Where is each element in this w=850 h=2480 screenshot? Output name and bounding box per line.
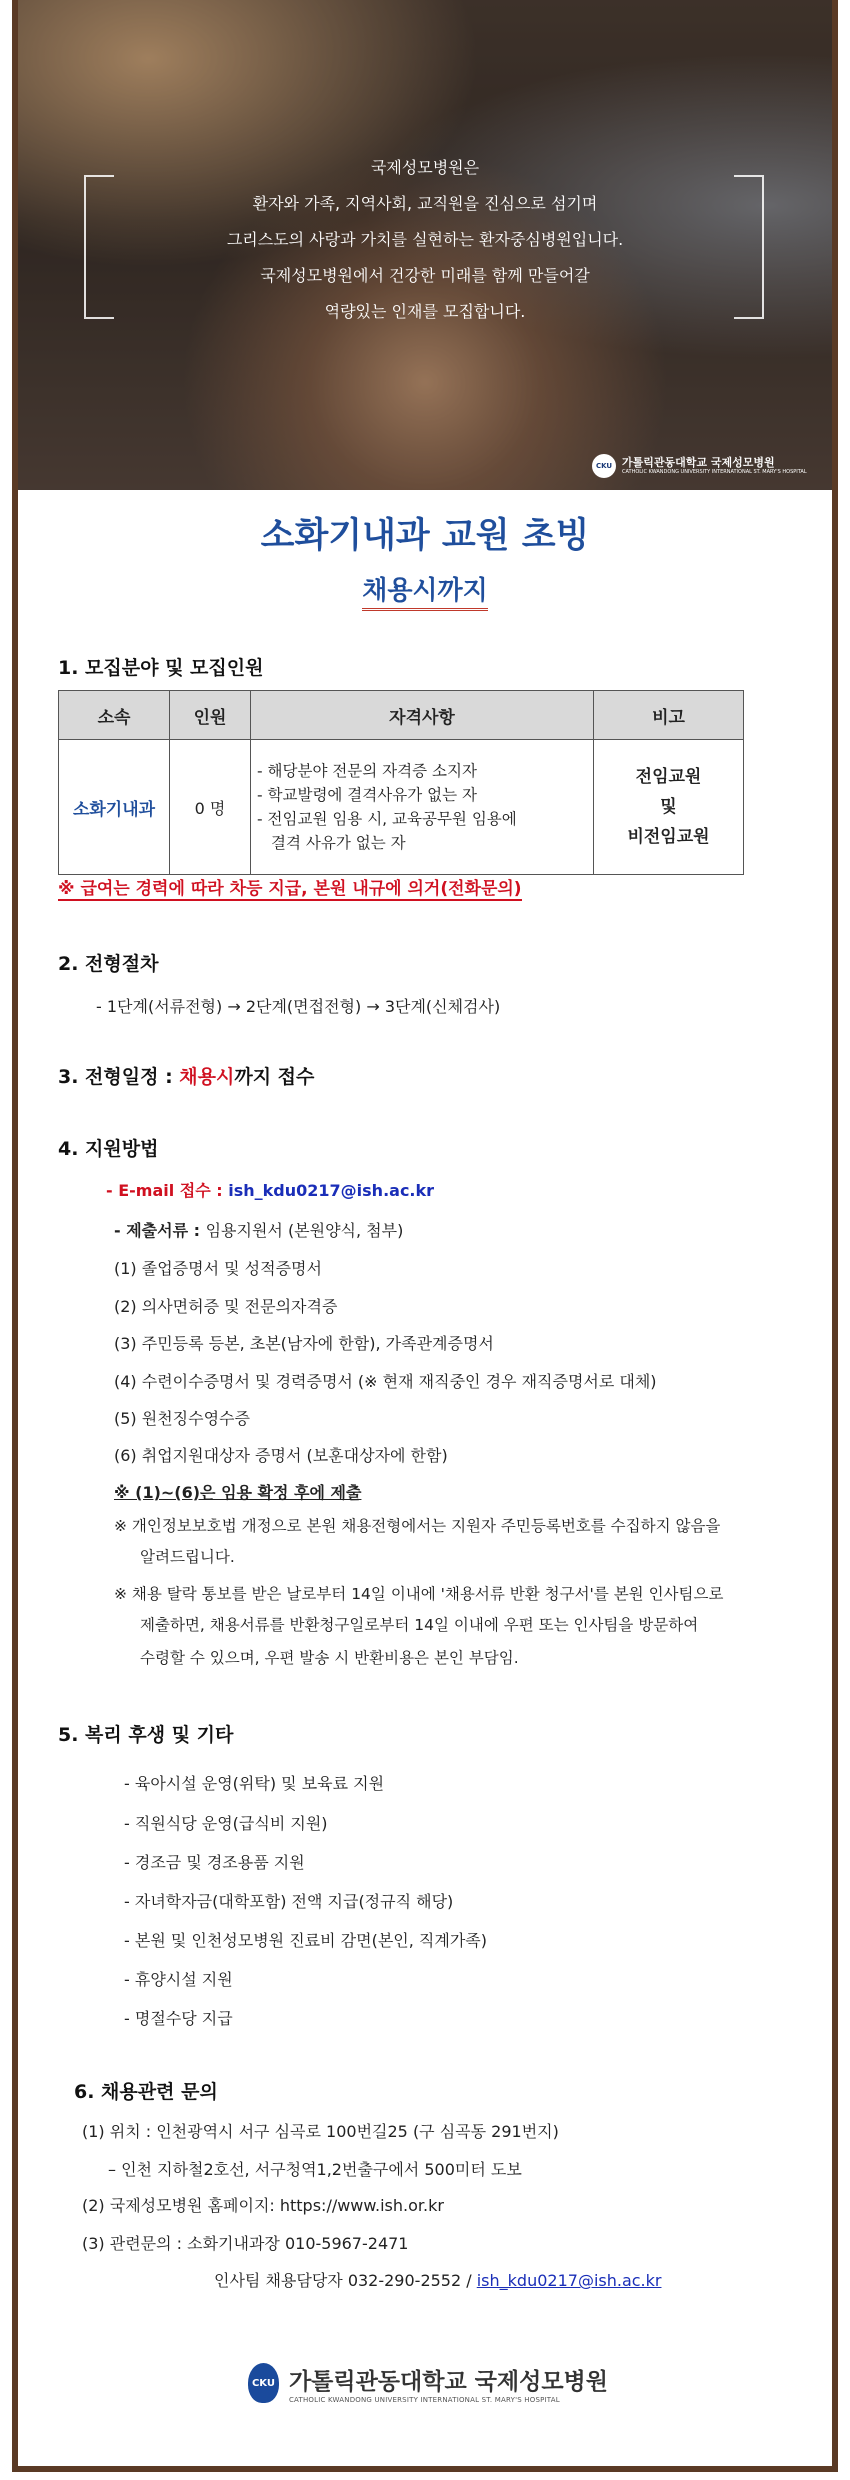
benefit-item: - 직원식당 운영(급식비 지원) <box>124 1814 328 1833</box>
email-label: - E-mail 접수 : <box>106 1181 229 1200</box>
hr-phone: 인사팀 채용담당자 032-290-2552 / <box>214 2271 477 2290</box>
documents-line <box>114 1218 403 1241</box>
hero-hospital-logo <box>592 450 822 482</box>
cku-shield-icon: CKU <box>248 2363 279 2403</box>
remark-cell <box>594 740 744 875</box>
process-steps: - 1단계(서류전형) → 2단계(면접전형) → 3단계(신체검사) <box>96 997 501 1016</box>
remark-line: 및 <box>660 797 677 817</box>
hero-line: 국제성모병원은 <box>370 158 480 177</box>
benefit-item: - 경조금 및 경조용품 지원 <box>124 1853 305 1872</box>
deadline-text: 채용시까지 <box>362 576 488 611</box>
return-note: ※ 채용 탈락 통보를 받은 날로부터 14일 이내에 '채용서류 반환 청구서'를 본원 인사팀으로 <box>114 1585 724 1603</box>
document-item: (3) 주민등록 등본, 초본(남자에 한함), 가족관계증명서 <box>114 1334 494 1353</box>
footer-hospital-logo <box>248 2355 608 2411</box>
hr-contact-line <box>214 2268 661 2291</box>
return-note-cont: 수령할 수 있으며, 우편 발송 시 반환비용은 본인 부담임. <box>140 1649 519 1667</box>
salary-note-text: ※ 급여는 경력에 따라 차등 지급, 본원 내규에 의거(전화문의) <box>58 879 522 899</box>
contact-line: (3) 관련문의 : 소화기내과장 010-5967-2471 <box>82 2234 409 2253</box>
hr-email-link[interactable]: ish_kdu0217@ish.ac.kr <box>476 2271 662 2290</box>
table-row <box>59 740 744 875</box>
section4-heading: 4. 지원방법 <box>58 1138 159 1160</box>
section5-heading: 5. 복리 후생 및 기타 <box>58 1724 234 1746</box>
benefit-item: - 휴양시설 지원 <box>124 1970 233 1989</box>
privacy-note: ※ 개인정보보호법 개정으로 본원 채용전형에서는 지원자 주민등록번호를 수집하지 않음을 <box>114 1517 721 1535</box>
remark-line: 전임교원 <box>635 767 702 787</box>
hero-logo-english: CATHOLIC KWANDONG UNIVERSITY INTERNATIONAL ST. MARY'S HOSPITAL <box>622 469 807 475</box>
qual-line: - 해당분야 전문의 자격증 소지자 <box>257 762 477 780</box>
email-address[interactable]: ish_kdu0217@ish.ac.kr <box>228 1181 435 1200</box>
submission-timing-note: ※ (1)~(6)은 임용 확정 후에 제출 <box>114 1483 362 1502</box>
dept-cell: 소화기내과 <box>59 740 170 875</box>
privacy-note-cont: 알려드립니다. <box>140 1548 235 1566</box>
footer-logo-korean: 가톨릭관동대학교 국제성모병원 <box>288 2368 608 2395</box>
schedule-suffix: 까지 접수 <box>234 1066 315 1088</box>
location-line: (1) 위치 : 인천광역시 서구 심곡로 100번길25 (구 심곡동 291번지) <box>82 2122 559 2141</box>
documents-label: - 제출서류 : <box>114 1221 206 1240</box>
schedule-prefix: 3. 전형일정 : <box>58 1066 180 1088</box>
table-header-row <box>59 691 744 740</box>
hero-logo-korean: 가톨릭관동대학교 국제성모병원 <box>622 456 775 469</box>
directions-line: – 인천 지하철2호선, 서구청역1,2번출구에서 500미터 도보 <box>108 2160 522 2179</box>
qual-line: - 전임교원 임용 시, 교육공무원 임용에 <box>257 810 517 828</box>
salary-note <box>58 874 522 899</box>
homepage-line: (2) 국제성모병원 홈페이지: https://www.ish.or.kr <box>82 2196 444 2215</box>
hero-message <box>18 150 832 330</box>
hero-line: 국제성모병원에서 건강한 미래를 함께 만들어갈 <box>260 266 590 285</box>
schedule-deadline: 채용시 <box>179 1066 235 1088</box>
document-item: (4) 수련이수증명서 및 경력증명서 (※ 현재 재직중인 경우 재직증명서로 대체) <box>114 1372 657 1391</box>
document-item: (5) 원천징수영수증 <box>114 1409 250 1428</box>
hero-banner <box>18 0 832 490</box>
benefit-item: - 명절수당 지급 <box>124 2009 233 2028</box>
section2-heading: 2. 전형절차 <box>58 953 159 975</box>
remark-line: 비전임교원 <box>627 827 710 847</box>
recruit-table <box>58 690 744 875</box>
qual-line: 결격 사유가 없는 자 <box>271 834 406 852</box>
document-item: (6) 취업지원대상자 증명서 (보훈대상자에 한함) <box>114 1446 448 1465</box>
section1-heading: 1. 모집분야 및 모집인원 <box>58 657 264 679</box>
cku-seal-icon: CKU <box>592 454 616 478</box>
table-header: 소속 <box>59 691 170 740</box>
document-item: (2) 의사면허증 및 전문의자격증 <box>114 1297 338 1316</box>
benefit-item: - 육아시설 운영(위탁) 및 보육료 지원 <box>124 1774 385 1793</box>
table-header: 인원 <box>170 691 251 740</box>
document-item: (1) 졸업증명서 및 성적증명서 <box>114 1259 322 1278</box>
footer-logo-words <box>289 2363 608 2404</box>
benefit-item: - 본원 및 인천성모병원 진료비 감면(본인, 직계가족) <box>124 1931 487 1950</box>
hero-line: 그리스도의 사랑과 가치를 실현하는 환자중심병원입니다. <box>226 230 624 249</box>
table-header: 비고 <box>594 691 744 740</box>
page-subtitle <box>18 570 832 607</box>
email-line <box>106 1178 434 1201</box>
page-title: 소화기내과 교원 초빙 <box>260 516 590 556</box>
documents-value: 임용지원서 (본원양식, 첨부) <box>205 1221 404 1240</box>
return-note-cont: 제출하면, 채용서류를 반환청구일로부터 14일 이내에 우편 또는 인사팀을 방문하여 <box>140 1616 699 1634</box>
qualification-cell <box>251 740 594 875</box>
table-header: 자격사항 <box>251 691 594 740</box>
hero-line: 역량있는 인재를 모집합니다. <box>324 302 526 321</box>
benefit-item: - 자녀학자금(대학포함) 전액 지급(정규직 해당) <box>124 1892 454 1911</box>
qual-line: - 학교발령에 결격사유가 없는 자 <box>257 786 477 804</box>
hero-line: 환자와 가족, 지역사회, 교직원을 진심으로 섬기며 <box>252 194 598 213</box>
section6-heading: 6. 채용관련 문의 <box>74 2081 218 2103</box>
footer-logo-english: CATHOLIC KWANDONG UNIVERSITY INTERNATIONAL ST. MARY'S HOSPITAL <box>288 2395 560 2404</box>
count-cell: 0 명 <box>170 740 251 875</box>
poster-frame <box>12 0 838 2472</box>
hero-logo-words <box>622 456 807 476</box>
section3-heading <box>58 1062 314 1089</box>
